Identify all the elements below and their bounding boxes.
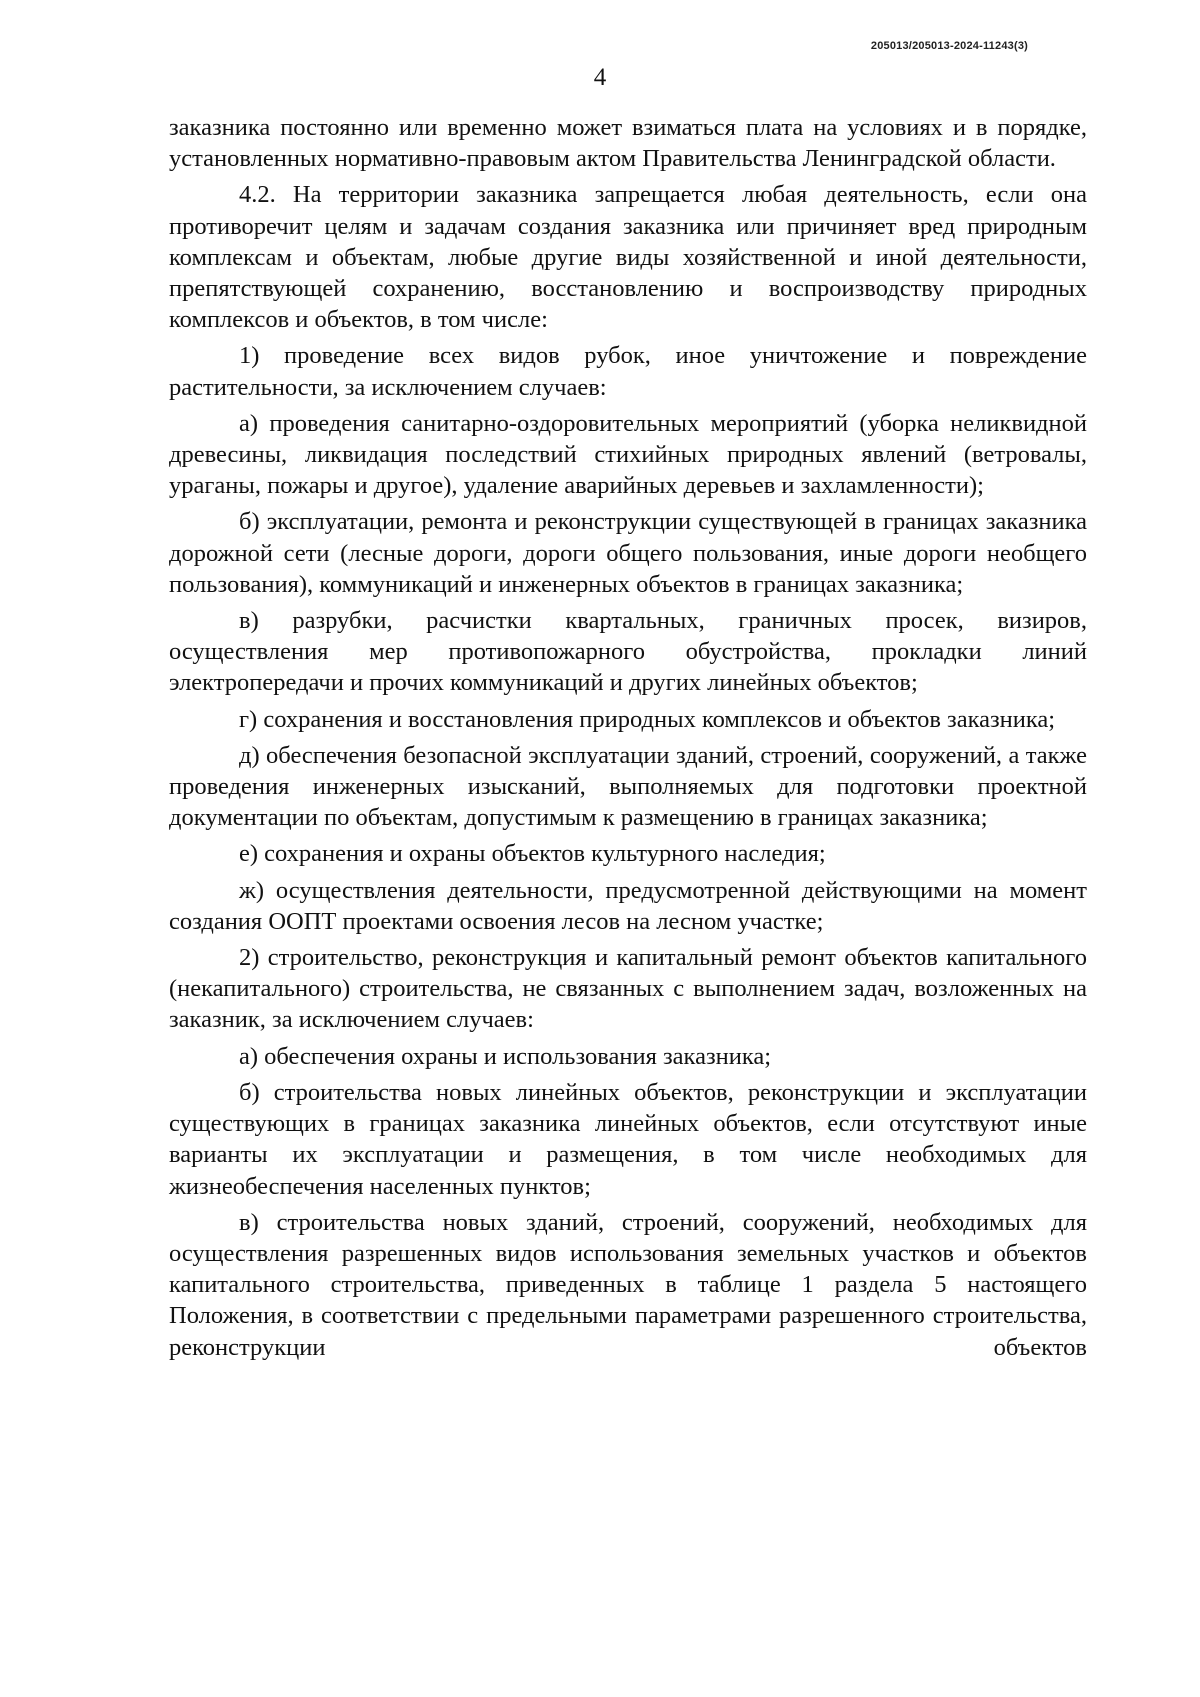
subitem-1-e: е) сохранения и охраны объектов культурного наследия;	[239, 840, 826, 868]
paragraph-continuation: заказника постоянно или временно может взиматься плата на условиях и в порядке, установленных нормативно-правовым актом Правительства Ленинградской области.	[169, 114, 1087, 173]
paragraph-4-2: 4.2. На территории заказника запрещается любая деятельность, если она противоречит целям и задачам создания заказника или причиняет вред природным комплексам и объектам, любые другие виды хозяйственной и иной деятельности, препятствующей сохранению, восстановлению и воспроизводству природных комплексов и объектов, в том числе:	[169, 181, 1087, 334]
subitem-1-a: а) проведения санитарно-оздоровительных мероприятий (уборка неликвидной древесины, ликвидация последствий стихийных природных явлений (ветровалы, ураганы, пожары и другое), удаление аварийных деревьев и захламленности);	[169, 409, 1087, 500]
subitem-1-v: в) разрубки, расчистки квартальных, граничных просек, визиров, осуществления мер противопожарного обустройства, прокладки линий электропередачи и прочих коммуникаций и других линейных объектов;	[169, 607, 1087, 697]
subitem-1-zh: ж) осуществления деятельности, предусмотренной действующими на момент создания ООПТ проектами освоения лесов на лесном участке;	[169, 876, 1087, 935]
document-id: 205013/205013-2024-11243(3)	[870, 40, 1028, 52]
page-number: 4	[593, 64, 607, 91]
subitem-1-g: г) сохранения и восстановления природных комплексов и объектов заказника;	[239, 705, 1056, 733]
subitem-2-a: а) обеспечения охраны и использования заказника;	[239, 1042, 772, 1070]
subitem-2-b: б) строительства новых линейных объектов, реконструкции и эксплуатации существующих в границах заказника линейных объектов, если отсутствуют иные варианты их эксплуатации и размещения, в том числе необходимых для жизнеобеспечения населенных пунктов;	[169, 1078, 1087, 1200]
subitem-1-b: б) эксплуатации, ремонта и реконструкции существующей в границах заказника дорожной сети (лесные дороги, дороги общего пользования, иные дороги необщего пользования), коммуникаций и инженерных объектов в границах заказника;	[169, 508, 1087, 598]
document-body	[169, 112, 1087, 1363]
item-1-felling: 1) проведение всех видов рубок, иное уничтожение и повреждение растительности, за исключением случаев:	[169, 342, 1087, 401]
subitem-2-v: в) строительства новых зданий, строений, сооружений, необходимых для осуществления разрешенных видов использования земельных участков и объектов капитального строительства, приведенных в таблице 1 раздела 5 настоящего Положения, в соответствии с предельными параметрами разрешенного строительства, реконструкции объектов	[169, 1208, 1087, 1361]
subitem-1-d: д) обеспечения безопасной эксплуатации зданий, строений, сооружений, а также проведения инженерных изысканий, выполняемых для подготовки проектной документации по объектам, допустимым к размещению в границах заказника;	[169, 741, 1087, 832]
item-2-construction: 2) строительство, реконструкция и капитальный ремонт объектов капитального (некапитального) строительства, не связанных с выполнением задач, возложенных на заказник, за исключением случаев:	[169, 944, 1087, 1034]
